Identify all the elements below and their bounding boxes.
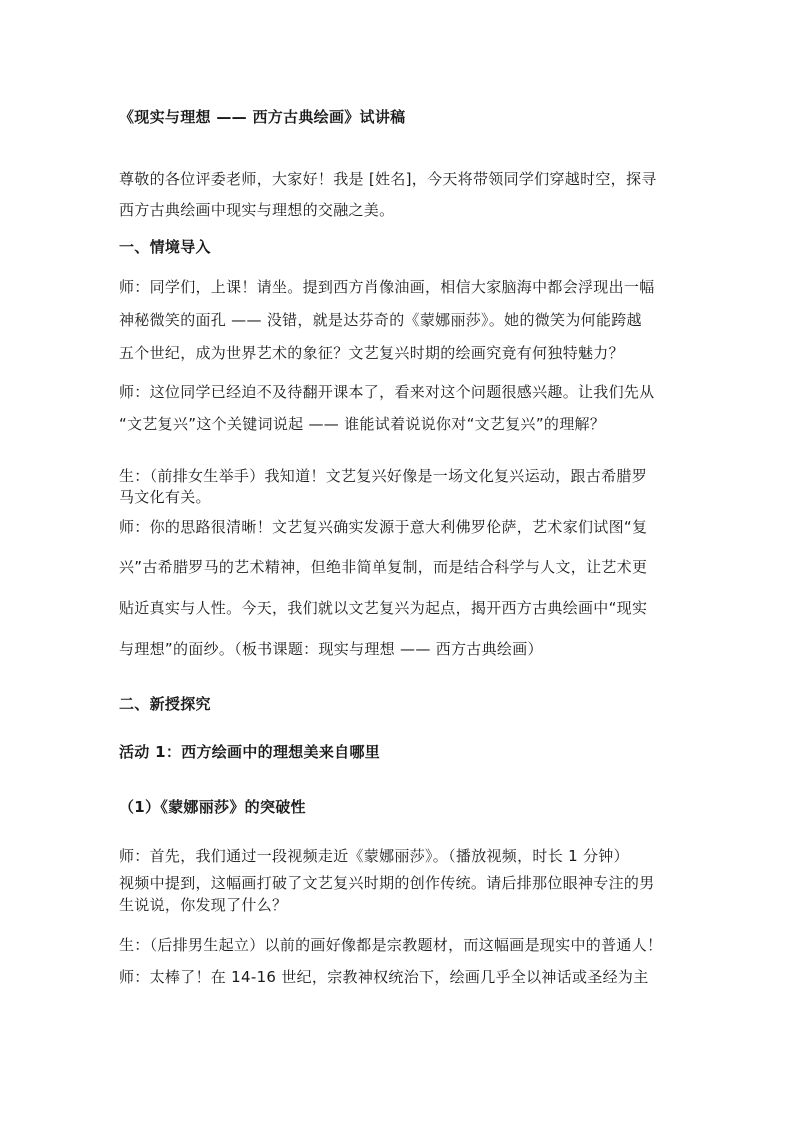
- paragraph-6-line-2: 师：太棒了！在 14-16 世纪，宗教神权统治下，绘画几乎全以神话或圣经为主: [119, 968, 649, 986]
- paragraph-5-line-2: 视频中提到，这幅画打破了文艺复兴时期的创作传统。请后排那位眼神专注的男: [119, 874, 655, 892]
- paragraph-4-line-2: 兴”古希腊罗马的艺术精神，但绝非简单复制，而是结合科学与人文，让艺术更: [119, 558, 648, 576]
- activity-1-heading: 活动 1：西方绘画中的理想美来自哪里: [119, 743, 381, 761]
- paragraph-1-line-1: 师：同学们，上课！请坐。提到西方肖像油画，相信大家脑海中都会浮现出一幅: [119, 278, 655, 296]
- section-heading-1: 一、情境导入: [119, 238, 211, 256]
- paragraph-2-line-2: “文艺复兴”这个关键词说起 —— 谁能试着说说你对“文艺复兴”的理解？: [119, 415, 606, 433]
- paragraph-4-line-1: 师：你的思路很清晰！文艺复兴确实发源于意大利佛罗伦萨，艺术家们试图“复: [119, 518, 648, 536]
- paragraph-5-line-3: 生说说，你发现了什么？: [119, 896, 288, 914]
- document-title: 《现实与理想 —— 西方古典绘画》试讲稿: [119, 108, 406, 126]
- paragraph-6-line-1: 生：（后排男生起立）以前的画好像都是宗教题材，而这幅画是现实中的普通人！: [119, 936, 663, 954]
- subsection-1-heading: （1）《蒙娜丽莎》的突破性: [119, 798, 306, 816]
- paragraph-4-line-3: 贴近真实与人性。今天，我们就以文艺复兴为起点，揭开西方古典绘画中“现实: [119, 599, 648, 617]
- paragraph-4-line-4: 与理想”的面纱。（板书课题：现实与理想 —— 西方古典绘画）: [119, 640, 543, 658]
- paragraph-5-line-1: 师：首先，我们通过一段视频走近《蒙娜丽莎》。（播放视频，时长 1 分钟）: [119, 847, 629, 865]
- paragraph-1-line-3: 五个世纪，成为世界艺术的象征？文艺复兴时期的绘画究竟有何独特魅力？: [119, 344, 624, 362]
- section-heading-2: 二、新授探究: [119, 695, 211, 713]
- intro-line-1: 尊敬的各位评委老师，大家好！我是 [姓名]，今天将带领同学们穿越时空，探寻: [119, 170, 657, 188]
- paragraph-3-line-1: 生：（前排女生举手）我知道！文艺复兴好像是一场文化复兴运动，跟古希腊罗: [119, 467, 648, 485]
- intro-line-2: 西方古典绘画中现实与理想的交融之美。: [119, 201, 395, 219]
- paragraph-3-line-2: 马文化有关。: [119, 488, 211, 506]
- paragraph-2-line-1: 师：这位同学已经迫不及待翻开课本了，看来对这个问题很感兴趣。让我们先从: [119, 383, 655, 401]
- paragraph-1-line-2: 神秘微笑的面孔 —— 没错，就是达芬奇的《蒙娜丽莎》。她的微笑为何能跨越: [119, 311, 642, 329]
